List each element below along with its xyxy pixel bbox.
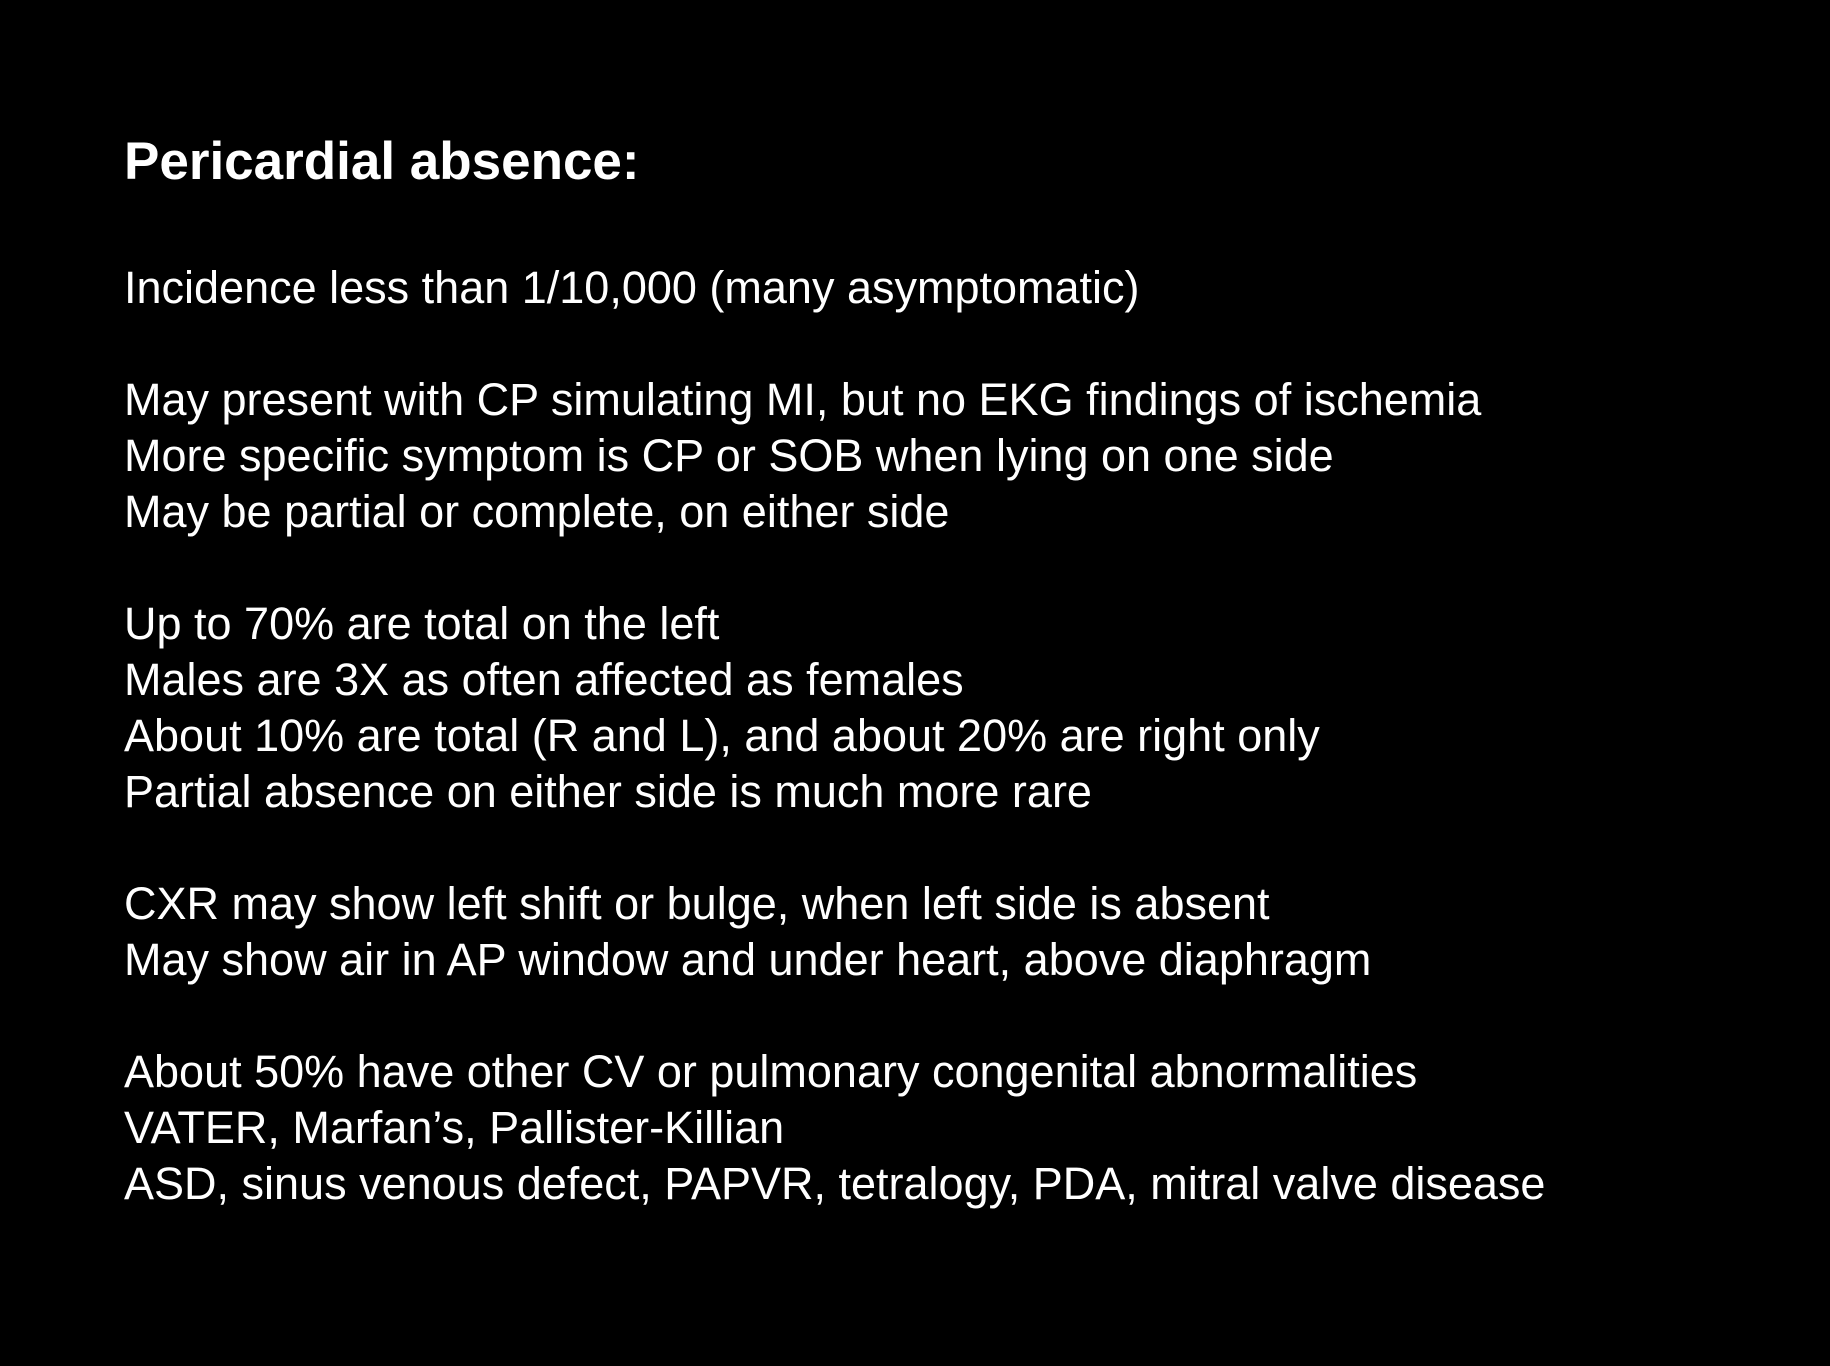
text-line: May be partial or complete, on either side: [124, 486, 950, 537]
text-line: ASD, sinus venous defect, PAPVR, tetralogy, PDA, mitral valve disease: [124, 1158, 1546, 1209]
text-line: Incidence less than 1/10,000 (many asymptomatic): [124, 262, 1140, 313]
paragraph-cxr: [124, 876, 1784, 988]
text-line: Males are 3X as often affected as females: [124, 654, 964, 705]
text-line: More specific symptom is CP or SOB when lying on one side: [124, 430, 1334, 481]
text-line: About 10% are total (R and L), and about 20% are right only: [124, 710, 1320, 761]
paragraph-associations: [124, 1044, 1784, 1212]
text-line: May show air in AP window and under heart, above diaphragm: [124, 934, 1372, 985]
paragraph-presentation: [124, 372, 1784, 540]
text-line: May present with CP simulating MI, but no EKG findings of ischemia: [124, 374, 1482, 425]
paragraph-incidence: [124, 260, 1784, 316]
paragraph-distribution: [124, 596, 1784, 820]
slide-body: [124, 260, 1784, 1268]
text-line: VATER, Marfan’s, Pallister-Killian: [124, 1102, 785, 1153]
text-line: Partial absence on either side is much more rare: [124, 766, 1092, 817]
text-line: CXR may show left shift or bulge, when left side is absent: [124, 878, 1270, 929]
text-line: About 50% have other CV or pulmonary congenital abnormalities: [124, 1046, 1418, 1097]
text-line: Up to 70% are total on the left: [124, 598, 720, 649]
slide-title: Pericardial absence:: [124, 132, 640, 191]
